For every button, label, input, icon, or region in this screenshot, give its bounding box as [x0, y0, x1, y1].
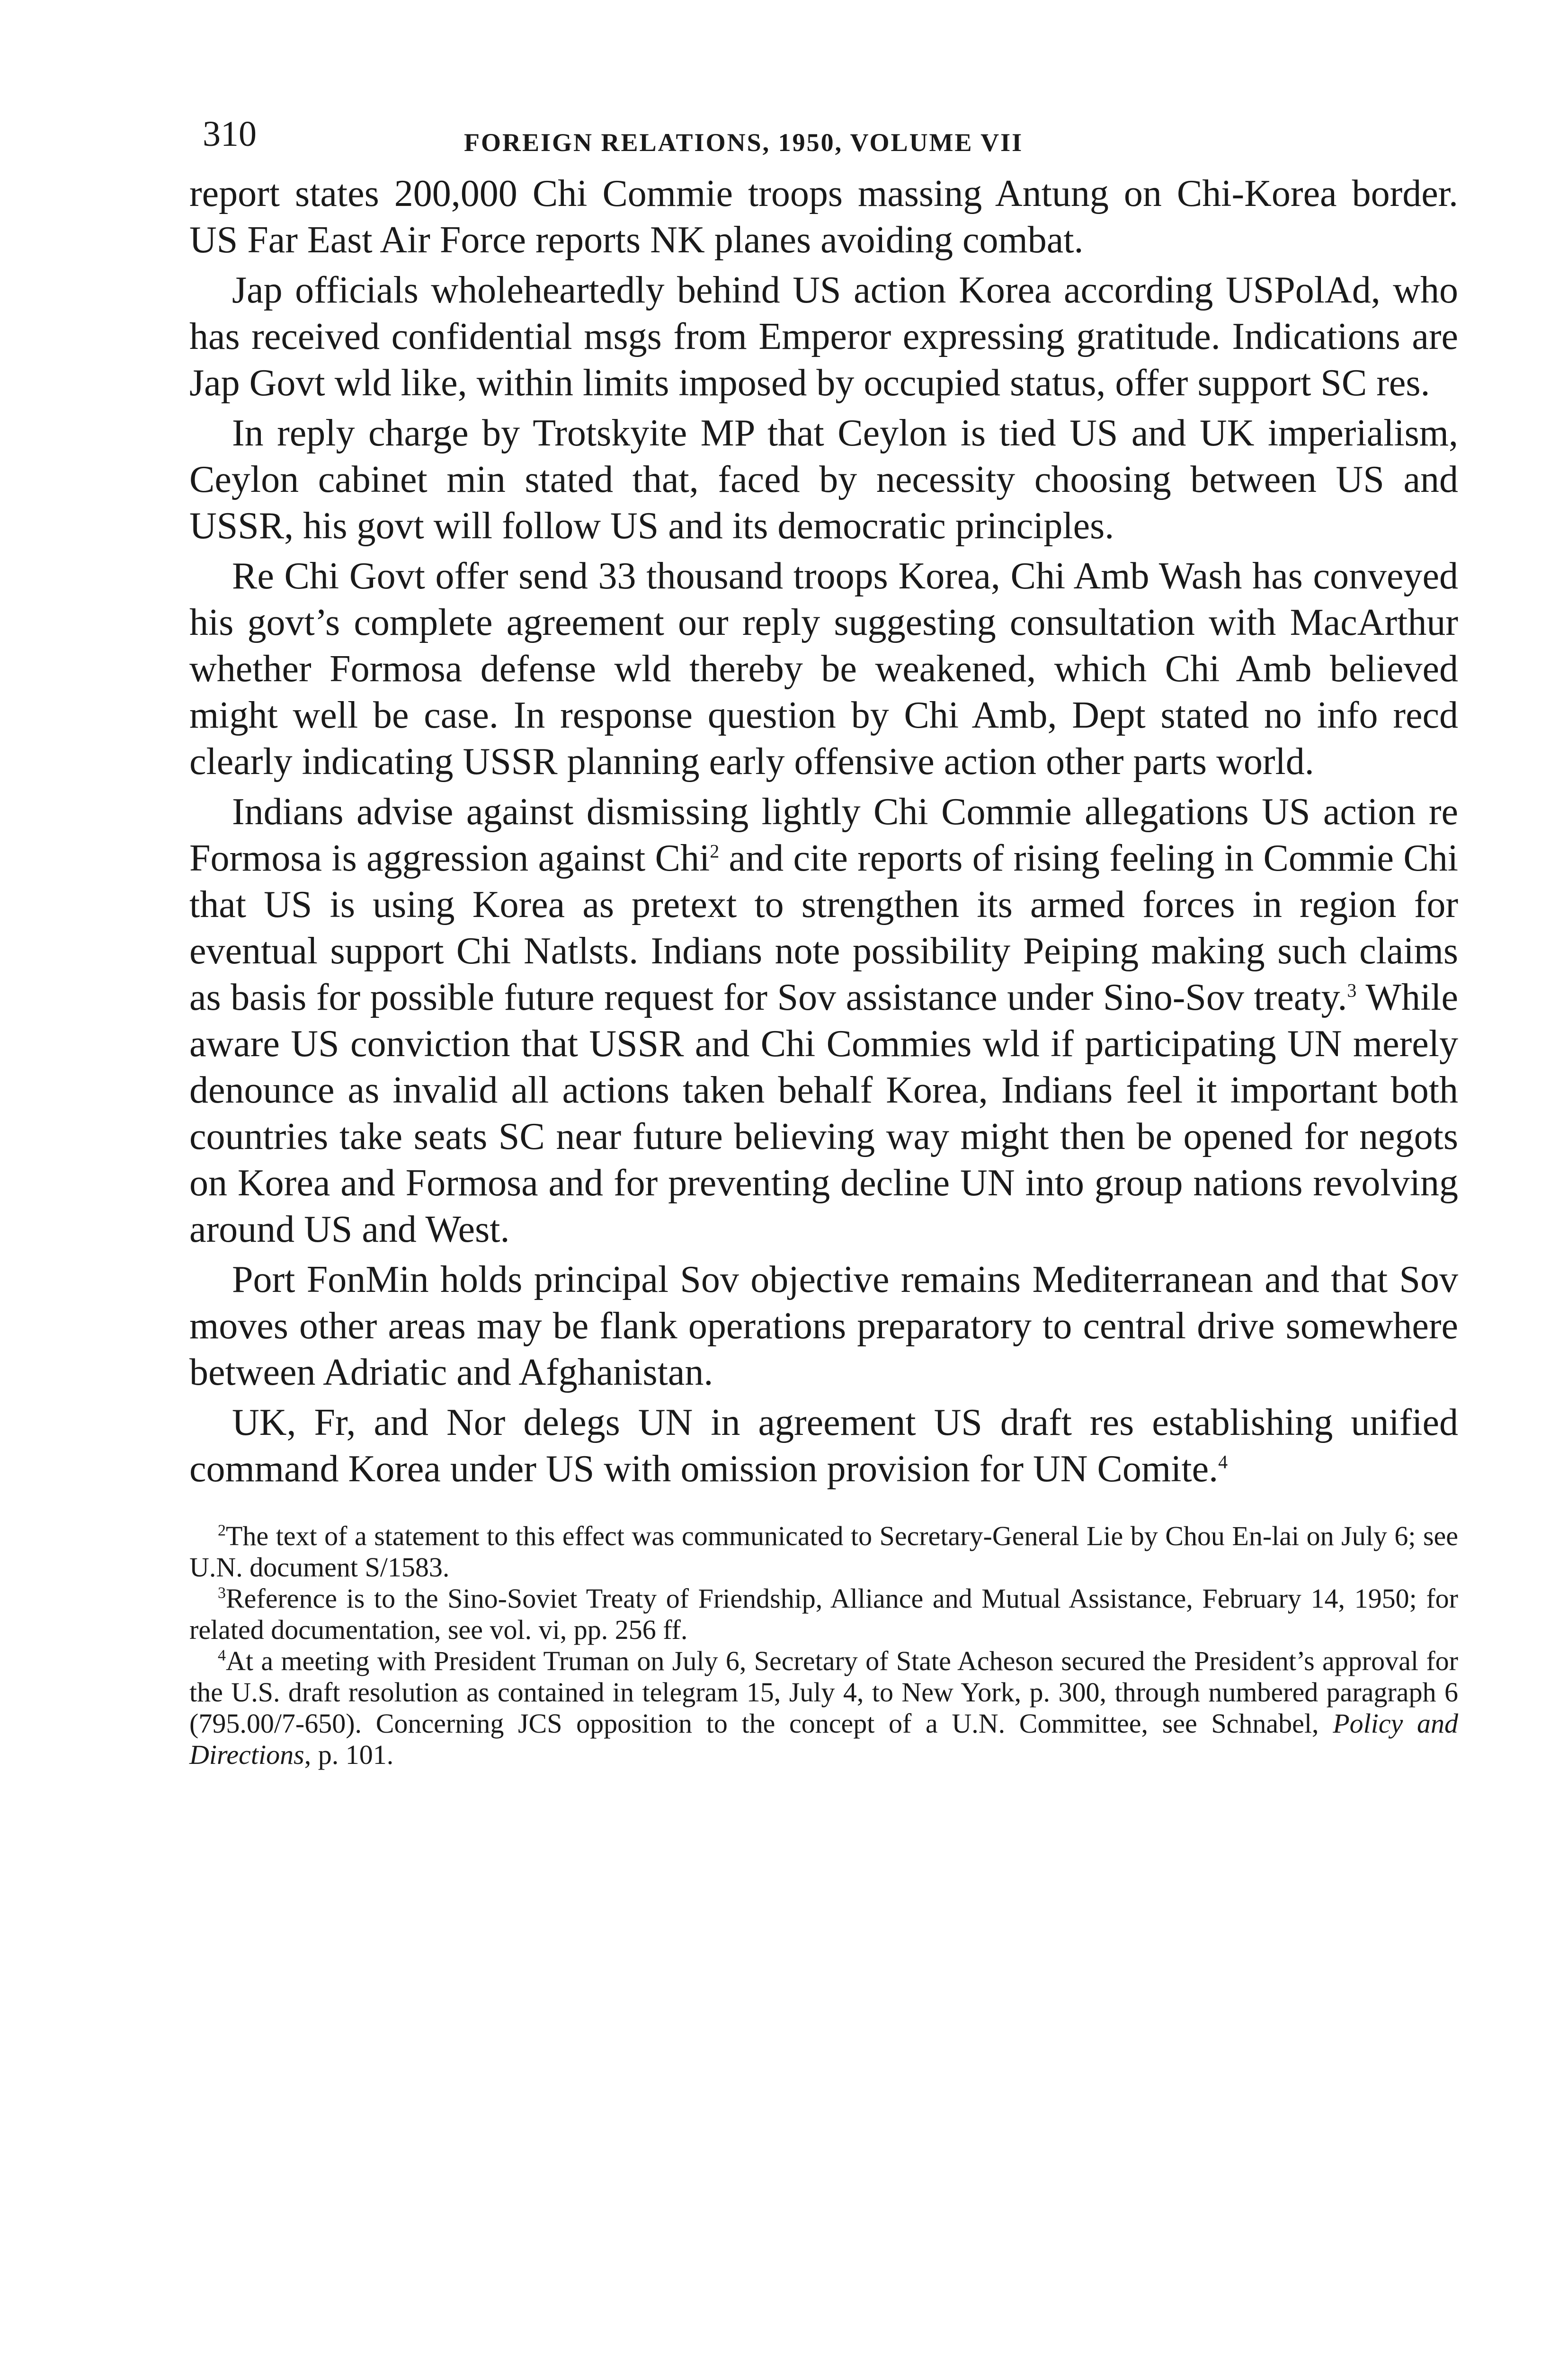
- page-number: 310: [203, 114, 257, 154]
- paragraph-text: Indians advise against dismissing lightly Chi Commie allegations US action re Formosa is aggression against Chi: [189, 791, 1458, 879]
- footnote: [189, 1521, 1458, 1583]
- paragraph: Jap officials wholeheartedly behind US action Korea according USPolAd, who has received confidential msgs from Emperor expressing gratitude. Indications are Jap Govt wld like, within limits imposed by occupied status, offer support SC res.: [189, 269, 1458, 404]
- body-text: [189, 170, 1458, 1492]
- paragraph-text: While aware US conviction that USSR and Chi Commies wld if participating UN merely denounce as invalid all actions taken behalf Korea, Indians feel it important both countries take seats SC near future believing way might then be opened for negots on Korea and Formosa and for preventing decline UN into group nations revolving around US and West.: [189, 977, 1458, 1250]
- footnote-text: The text of a statement to this effect was communicated to Secretary-General Lie by Chou En-lai on July 6; see U.N. document S/1583.: [189, 1521, 1458, 1583]
- paragraph-text: UK, Fr, and Nor delegs UN in agreement US draft res establishing unified command Korea under US with omission provision for UN Comite.: [189, 1402, 1458, 1490]
- citation-title: Policy and Directions: [189, 1708, 1458, 1770]
- running-head: [189, 114, 1458, 170]
- footnotes: [189, 1521, 1458, 1771]
- footnote-ref: 4: [1218, 1451, 1228, 1473]
- footnote-ref: 3: [1347, 979, 1357, 1001]
- paragraph: report states 200,000 Chi Commie troops massing Antung on Chi-Korea border. US Far East Air Force reports NK planes avoiding combat.: [189, 173, 1458, 261]
- footnote-mark: 3: [218, 1584, 226, 1602]
- paragraph-text: and cite reports of rising feeling in Commie Chi that US is using Korea as pretext to strengthen its armed forces in region for eventual support Chi Natlsts. Indians note possibility Peiping making such claims as basis for possible future request for Sov assistance under Sino-Sov treaty.: [189, 837, 1458, 1018]
- paragraph: Re Chi Govt offer send 33 thousand troops Korea, Chi Amb Wash has conveyed his govt’s complete agreement our reply suggesting consultation with MacArthur whether Formosa defense wld thereby be weakened, which Chi Amb believed might well be case. In response question by Chi Amb, Dept stated no info recd clearly indicating USSR planning early offensive action other parts world.: [189, 555, 1458, 783]
- footnote-text: Reference is to the Sino-Soviet Treaty of Friendship, Alliance and Mutual Assistance, February 14, 1950; for related documentation, see vol. vi, pp. 256 ff.: [189, 1583, 1458, 1645]
- paragraph: In reply charge by Trotskyite MP that Ceylon is tied US and UK imperialism, Ceylon cabinet min stated that, faced by necessity choosing between US and USSR, his govt will follow US and its democratic principles.: [189, 412, 1458, 547]
- footnote: [189, 1583, 1458, 1646]
- footnote-mark: 2: [218, 1522, 226, 1539]
- running-title: FOREIGN RELATIONS, 1950, VOLUME VII: [464, 128, 1024, 157]
- footnote-mark: 4: [218, 1646, 226, 1664]
- paragraph: Port FonMin holds principal Sov objective remains Mediterranean and that Sov moves other areas may be flank operations preparatory to central drive somewhere between Adriatic and Afghanistan.: [189, 1259, 1458, 1393]
- footnote-ref: 2: [710, 840, 720, 862]
- paragraph: [189, 1399, 1458, 1492]
- footnote-text: At a meeting with President Truman on July 6, Secretary of State Acheson secured the President’s approval for the U.S. draft resolution as contained in telegram 15, July 4, to New York, p. 300, through numbered paragraph 6 (795.00/7-650). Concerning JCS opposition to the concept of a U.N. Committee, see Schnabel,: [189, 1646, 1458, 1739]
- footnote-text: , p. 101.: [304, 1739, 394, 1770]
- document-page: [189, 114, 1458, 1771]
- footnote: [189, 1646, 1458, 1771]
- paragraph: [189, 789, 1458, 1253]
